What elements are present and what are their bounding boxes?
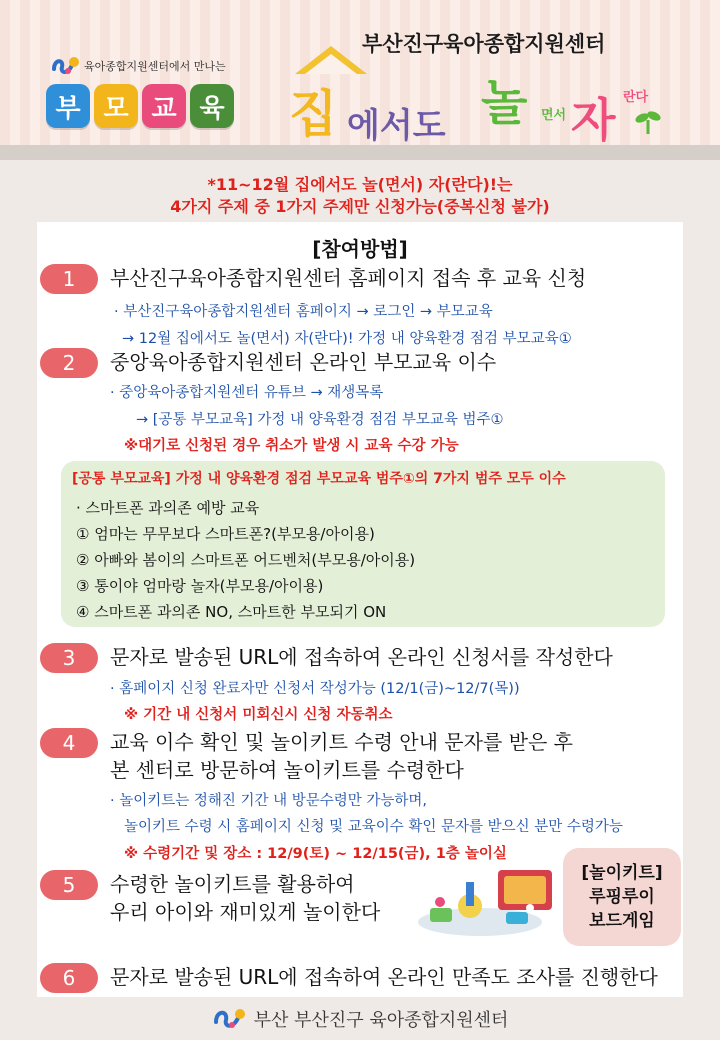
step-5	[40, 870, 380, 926]
kit-label-line: 루핑루이	[589, 887, 655, 907]
brand-blocks	[46, 84, 234, 128]
step-text: 문자로 발송된 URL에 접속하여 온라인 만족도 조사를 진행한다	[110, 965, 658, 989]
course-item: ① 엄마는 무무보다 스마트폰?(부모용/아이용)	[76, 525, 375, 543]
page-title: [참여방법]	[312, 237, 408, 261]
step-text: 수령한 놀이키트를 활용하여	[110, 872, 355, 896]
step-sub: 놀이키트 수령 시 홈페이지 신청 및 교육이수 확인 문자를 받으신 분만 수령가능	[124, 819, 623, 835]
step-number: 5	[40, 870, 98, 900]
notice-line: *11~12월 집에서도 놀(면서) 자(란다)!는	[207, 175, 513, 194]
brand-subtitle: 육아종합지원센터에서 만나는	[84, 60, 226, 73]
step-sub: · 부산진구육아종합지원센터 홈페이지 → 로그인 → 부모교육	[114, 304, 493, 320]
brand-block: 교	[142, 84, 186, 128]
step-sub: · 놀이키트는 정해진 기간 내 방문수령만 가능하며,	[110, 793, 428, 809]
kit-label-line: 보드게임	[589, 911, 655, 931]
center-name: 부산진구육아종합지원센터	[362, 32, 606, 56]
step-text: 우리 아이와 재미있게 놀이한다	[110, 900, 381, 924]
step-warning: ※대기로 신청된 경우 취소가 발생 시 교육 수강 가능	[124, 438, 459, 454]
brand-line	[50, 55, 226, 77]
step-text: 본 센터로 방문하여 놀이키트를 수령한다	[110, 758, 464, 782]
step-warning: ※ 기간 내 신청서 미회신시 신청 자동취소	[124, 707, 393, 723]
step-6	[40, 963, 658, 993]
slogan-part: 놀	[481, 75, 528, 131]
step-text: 교육 이수 확인 및 놀이키트 수령 안내 문자를 받은 후	[110, 730, 573, 754]
step-1	[40, 264, 586, 294]
slogan-part: 란다	[623, 90, 649, 105]
step-number: 6	[40, 963, 98, 993]
kit-label	[563, 848, 681, 946]
center-logo-icon	[50, 55, 80, 77]
step-number: 2	[40, 348, 98, 378]
step-4	[40, 728, 573, 784]
slogan-part: 자	[571, 93, 616, 147]
step-number: 4	[40, 728, 98, 758]
notice-line: 4가지 주제 중 1가지 주제만 신청가능(중복신청 불가)	[170, 197, 550, 216]
step-sub: · 중앙육아종합지원센터 유튜브 → 재생목록	[110, 385, 384, 401]
course-box-heading: [공통 부모교육] 가정 내 양육환경 점검 부모교육 범주①의 7가지 범주 모두 이수	[72, 471, 566, 487]
step-number: 1	[40, 264, 98, 294]
course-item: ④ 스마트폰 과의존 NO, 스마트한 부모되기 ON	[76, 603, 387, 621]
brand-block: 모	[94, 84, 138, 128]
slogan-part: 집	[289, 85, 338, 143]
step-sub: · 홈페이지 신청 완료자만 신청서 작성가능 (12/1(금)~12/7(목))	[110, 681, 520, 697]
course-item: ③ 통이야 엄마랑 놀자(부모용/아이용)	[76, 577, 324, 595]
course-item: ② 아빠와 봄이의 스마트폰 어드벤처(부모용/아이용)	[76, 551, 416, 569]
center-logo-icon	[212, 1006, 246, 1032]
course-item: · 스마트폰 과의존 예방 교육	[76, 499, 260, 517]
step-3	[40, 643, 613, 673]
house-roof-inner	[305, 54, 357, 74]
slogan-logo	[283, 46, 673, 146]
sprout-icon	[633, 106, 663, 136]
footer	[0, 1004, 720, 1034]
step-text: 중앙육아종합지원센터 온라인 부모교육 이수	[110, 350, 497, 374]
slogan-part: 에서도	[347, 106, 446, 146]
brand-block: 육	[190, 84, 234, 128]
brand-block: 부	[46, 84, 90, 128]
step-sub: → [공통 부모교육] 가정 내 양육환경 점검 부모교육 범주①	[136, 412, 504, 428]
board-game-image	[410, 862, 560, 940]
kit-label-line: [놀이키트]	[581, 863, 663, 883]
step-warning: ※ 수령기간 및 장소 : 12/9(토) ~ 12/15(금), 1층 놀이실	[124, 846, 507, 862]
step-text: 문자로 발송된 URL에 접속하여 온라인 신청서를 작성한다	[110, 645, 613, 669]
notice	[0, 174, 720, 218]
step-2	[40, 348, 496, 378]
step-number: 3	[40, 643, 98, 673]
step-text: 부산진구육아종합지원센터 홈페이지 접속 후 교육 신청	[110, 266, 587, 290]
slogan-part: 면서	[541, 108, 567, 123]
step-sub: → 12월 집에서도 놀(면서) 자(란다)! 가정 내 양육환경 점검 부모교육①	[122, 331, 572, 347]
footer-text: 부산 부산진구 육아종합지원센터	[253, 1010, 509, 1031]
